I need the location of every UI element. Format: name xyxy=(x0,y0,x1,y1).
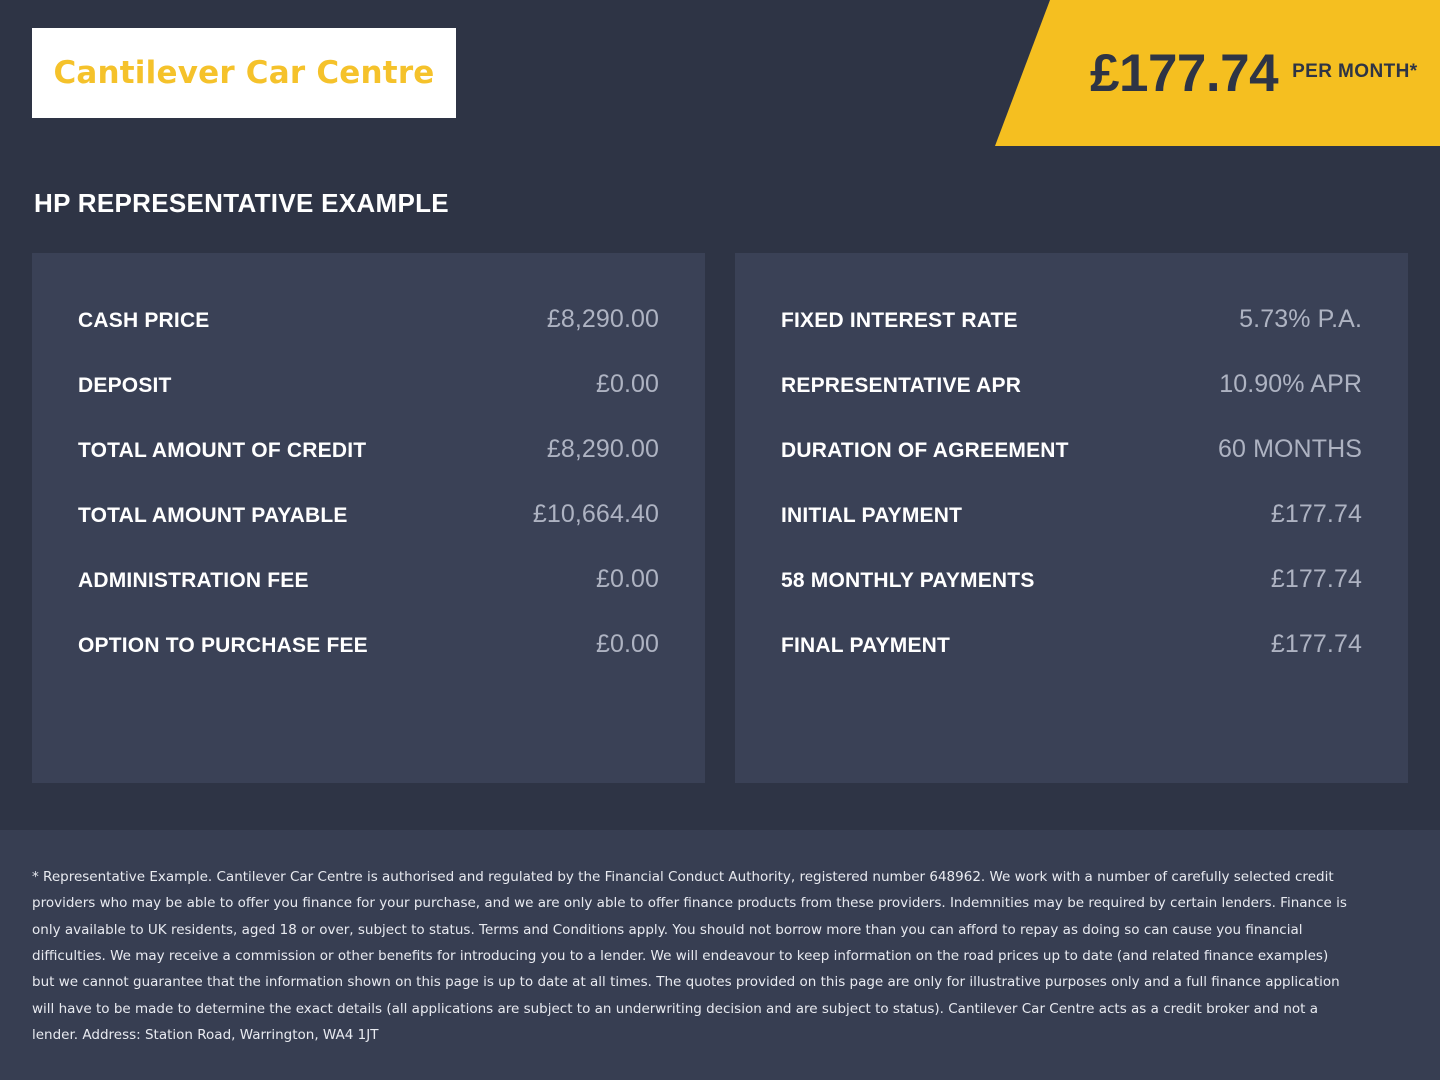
row-value: £177.74 xyxy=(1270,500,1362,528)
monthly-price-content xyxy=(995,0,1440,146)
brand-logo-text: Cantilever Car Centre xyxy=(53,55,435,91)
row-value: £8,290.00 xyxy=(546,305,659,333)
row-label: ADMINISTRATION FEE xyxy=(78,569,309,592)
row-label: INITIAL PAYMENT xyxy=(781,504,963,527)
row-value: £177.74 xyxy=(1270,565,1362,593)
disclaimer-text: * Representative Example. Cantilever Car Centre is authorised and regulated by the Financial Conduct Authority, registered number 648962. We work with a number of carefully selected credit providers who may be able to offer you finance for your purchase, and we are only able to offer finance products from these providers. Indemnities may be required by certain lenders. Finance is only available to UK residents, aged 18 or over, subject to status. Terms and Conditions apply. You should not borrow more than you can afford to repay as doing so can cause you financial difficulties. We may receive a commission or other benefits for introducing you to a lender. We will endeavour to keep information on the road prices up to date (and related finance examples) but we cannot guarantee that the information shown on this page is up to date at all times. The quotes provided on this page are only for illustrative purposes only and a full finance application will have to be made to determine the exact details (all applications are subject to an underwriting decision and are subject to status). Cantilever Car Centre acts as a credit broker and not a lender. Address: Station Road, Warrington, WA4 1JT xyxy=(32,869,1347,1043)
table-row xyxy=(781,352,1362,417)
footer-disclaimer xyxy=(0,830,1440,1080)
row-value: 10.90% APR xyxy=(1219,370,1362,398)
table-row xyxy=(78,417,659,482)
table-row xyxy=(781,417,1362,482)
table-row xyxy=(781,482,1362,547)
finance-panel-left xyxy=(32,253,705,783)
main-content xyxy=(0,188,1440,783)
row-label: OPTION TO PURCHASE FEE xyxy=(78,634,368,657)
brand-logo xyxy=(32,28,456,118)
row-value: 60 MONTHS xyxy=(1218,435,1362,463)
row-value: £177.74 xyxy=(1270,630,1362,658)
table-row xyxy=(78,352,659,417)
row-label: CASH PRICE xyxy=(78,309,210,332)
row-value: £0.00 xyxy=(595,630,659,658)
monthly-price-amount: £177.74 xyxy=(1090,43,1279,103)
row-label: FINAL PAYMENT xyxy=(781,634,951,657)
table-row xyxy=(78,612,659,677)
table-row xyxy=(78,287,659,352)
row-value: £8,290.00 xyxy=(546,435,659,463)
row-label: TOTAL AMOUNT PAYABLE xyxy=(78,504,348,527)
table-row xyxy=(78,482,659,547)
row-label: 58 MONTHLY PAYMENTS xyxy=(781,569,1035,592)
finance-panels xyxy=(32,253,1408,783)
row-value: 5.73% P.A. xyxy=(1239,305,1362,333)
row-label: DEPOSIT xyxy=(78,374,172,397)
table-row xyxy=(781,547,1362,612)
finance-panel-right xyxy=(735,253,1408,783)
page-header xyxy=(0,0,1440,146)
row-label: REPRESENTATIVE APR xyxy=(781,374,1022,397)
table-row xyxy=(781,287,1362,352)
row-value: £0.00 xyxy=(595,370,659,398)
row-label: TOTAL AMOUNT OF CREDIT xyxy=(78,439,367,462)
table-row xyxy=(781,612,1362,677)
page-title: HP REPRESENTATIVE EXAMPLE xyxy=(34,188,449,218)
row-label: DURATION OF AGREEMENT xyxy=(781,439,1069,462)
row-value: £0.00 xyxy=(595,565,659,593)
row-label: FIXED INTEREST RATE xyxy=(781,309,1018,332)
monthly-price-period: PER MONTH* xyxy=(1292,61,1418,82)
table-row xyxy=(78,547,659,612)
row-value: £10,664.40 xyxy=(532,500,659,528)
